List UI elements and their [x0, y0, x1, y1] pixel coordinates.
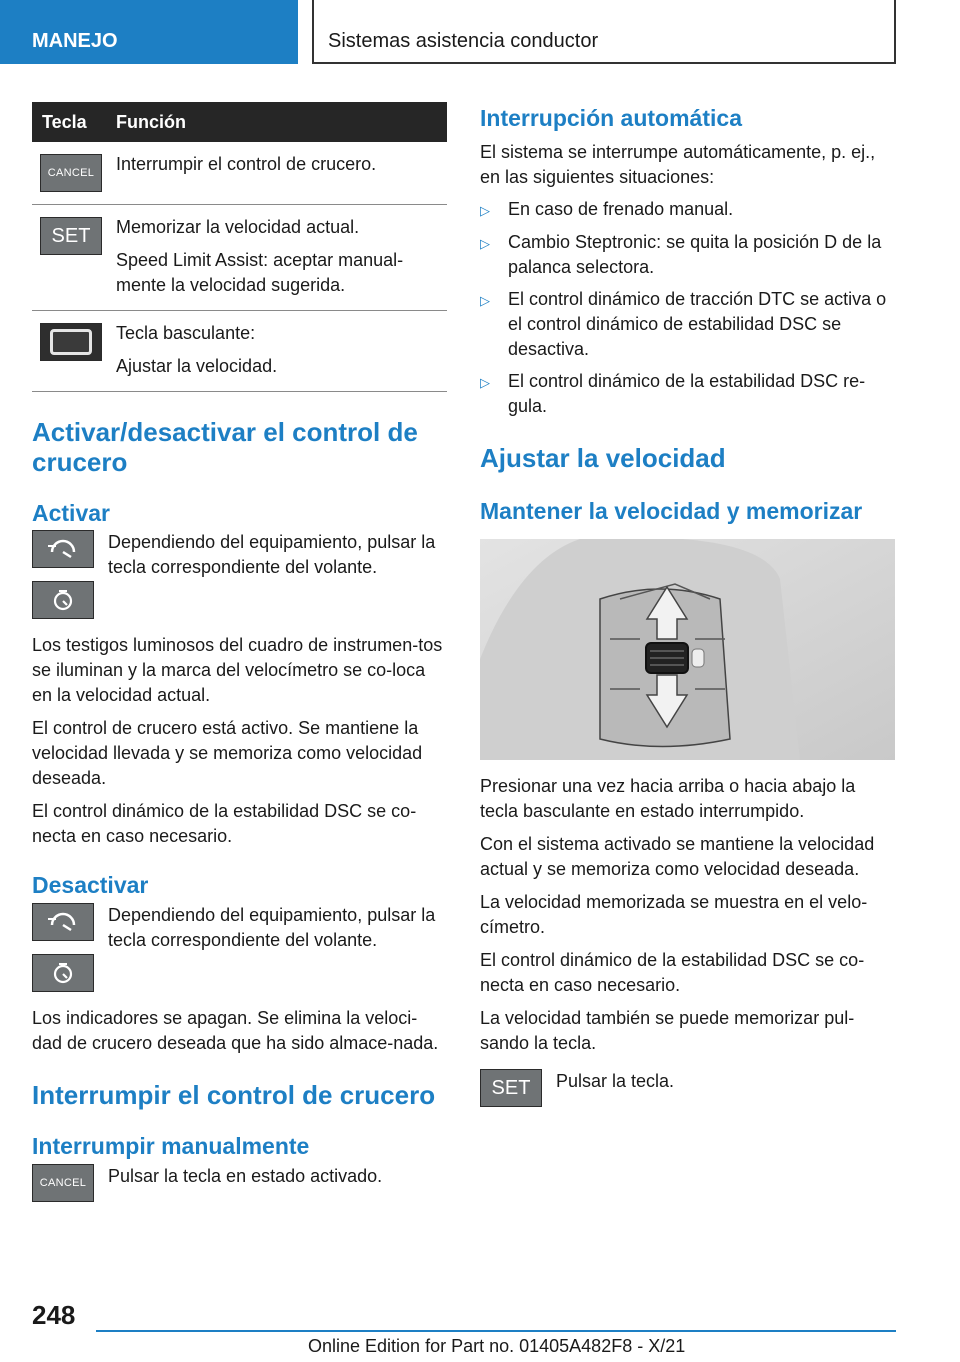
list-item-text: El control dinámico de tracción DTC se activa o el control dinámico de estabilidad DSC se desactiva.	[508, 289, 887, 359]
footer-divider	[96, 1330, 896, 1332]
key-label: CANCEL	[47, 167, 95, 179]
subheading-keep-memorize: Mantener la velocidad y memorizar	[480, 498, 863, 524]
deactivate-key-text: Dependiendo del equipamiento, pulsar la tecla correspondiente del volante.	[108, 905, 436, 950]
paragraph: La velocidad memorizada se muestra en el velo-címetro.	[480, 892, 868, 937]
function-text: Tecla basculante:	[116, 323, 256, 343]
function-text: Interrumpir el control de crucero.	[116, 154, 377, 174]
section-tab	[0, 0, 298, 64]
speed-limiter-icon	[32, 581, 94, 619]
heading-interrupt: Interrumpir el control de crucero	[32, 1080, 436, 1110]
list-item	[480, 287, 895, 362]
chapter-title-box	[312, 0, 896, 64]
activate-paragraphs	[32, 633, 447, 849]
footer-edition: Online Edition for Part no. 01405A482F8 - X/21	[308, 1336, 686, 1356]
key-label: SET	[491, 1076, 531, 1099]
triangle-bullet-icon: ▷	[480, 293, 490, 308]
function-text: Memorizar la velocidad actual.	[116, 217, 360, 237]
speed-limiter-icon	[32, 954, 94, 992]
table-header-function: Función	[116, 111, 186, 132]
chapter-title: Sistemas asistencia conductor	[328, 30, 599, 52]
key-label: CANCEL	[39, 1177, 87, 1189]
page-number: 248	[32, 1300, 76, 1330]
interrupt-manual-text: Pulsar la tecla en estado activado.	[108, 1166, 383, 1186]
paragraph: El control dinámico de la estabilidad DSC se co-necta en caso necesario.	[32, 801, 417, 846]
list-item	[480, 197, 895, 223]
paragraph: Los testigos luminosos del cuadro de instrumen-tos se iluminan y la marca del velocímetro se co-loca en la velocidad actual.	[32, 635, 443, 705]
adjust-paragraphs	[480, 774, 895, 1056]
list-item	[480, 230, 895, 280]
key-label: SET	[51, 224, 91, 247]
steering-wheel-rocker-photo	[480, 539, 895, 760]
auto-intro: El sistema se interrumpe automáticamente, p. ej., en las siguientes situaciones:	[480, 142, 876, 187]
left-column	[32, 102, 447, 1202]
subheading-interrupt-manual: Interrumpir manualmente	[32, 1133, 310, 1159]
table-row	[32, 142, 447, 205]
set-key-text: Pulsar la tecla.	[556, 1071, 675, 1091]
cruise-control-icon	[32, 530, 94, 568]
activate-keys	[32, 530, 447, 619]
section-label: MANEJO	[32, 30, 118, 52]
heading-adjust-speed: Ajustar la velocidad	[480, 443, 726, 473]
paragraph: Los indicadores se apagan. Se elimina la veloci-dad de crucero deseada que ha sido almace-nada.	[32, 1008, 439, 1053]
set-button-icon	[40, 217, 102, 255]
table-header	[32, 102, 447, 142]
subheading-activate: Activar	[32, 500, 110, 526]
table-row	[32, 205, 447, 311]
auto-interrupt-list	[480, 197, 895, 419]
deactivate-keys	[32, 903, 447, 992]
paragraph: El control de crucero está activo. Se mantiene la velocidad llevada y se memoriza como velocidad deseada.	[32, 718, 423, 788]
heading-activate-deactivate: Activar/desactivar el control de crucero	[32, 417, 418, 477]
triangle-bullet-icon: ▷	[480, 375, 490, 390]
rocker-switch-icon	[40, 323, 102, 361]
cancel-button-icon	[32, 1164, 94, 1202]
list-item-text: En caso de frenado manual.	[508, 199, 734, 219]
function-text: Speed Limit Assist: aceptar manual-mente la velocidad sugerida.	[116, 250, 404, 295]
right-column	[480, 102, 895, 1107]
list-item	[480, 369, 895, 419]
deactivate-paragraphs	[32, 1006, 447, 1056]
key-function-table	[32, 102, 447, 392]
triangle-bullet-icon: ▷	[480, 236, 490, 251]
subheading-deactivate: Desactivar	[32, 872, 149, 898]
paragraph: La velocidad también se puede memorizar pul-sando la tecla.	[480, 1008, 855, 1053]
triangle-bullet-icon: ▷	[480, 203, 490, 218]
function-text: Ajustar la velocidad.	[116, 356, 278, 376]
interrupt-manual-key	[32, 1164, 447, 1202]
paragraph: Con el sistema activado se mantiene la velocidad actual y se memoriza como velocidad deseada.	[480, 834, 875, 879]
cancel-button-icon	[40, 154, 102, 192]
list-item-text: El control dinámico de la estabilidad DSC re-gula.	[508, 371, 866, 416]
subheading-interrupt-auto: Interrupción automática	[480, 105, 742, 131]
list-item-text: Cambio Steptronic: se quita la posición D de la palanca selectora.	[508, 232, 882, 277]
paragraph: El control dinámico de la estabilidad DSC se co-necta en caso necesario.	[480, 950, 865, 995]
cruise-control-icon	[32, 903, 94, 941]
table-header-key: Tecla	[42, 111, 87, 132]
activate-key-text: Dependiendo del equipamiento, pulsar la tecla correspondiente del volante.	[108, 532, 436, 577]
set-button-icon	[480, 1069, 542, 1107]
table-row	[32, 311, 447, 392]
set-key-instruction	[480, 1069, 895, 1107]
paragraph: Presionar una vez hacia arriba o hacia abajo la tecla basculante en estado interrumpido.	[480, 776, 856, 821]
